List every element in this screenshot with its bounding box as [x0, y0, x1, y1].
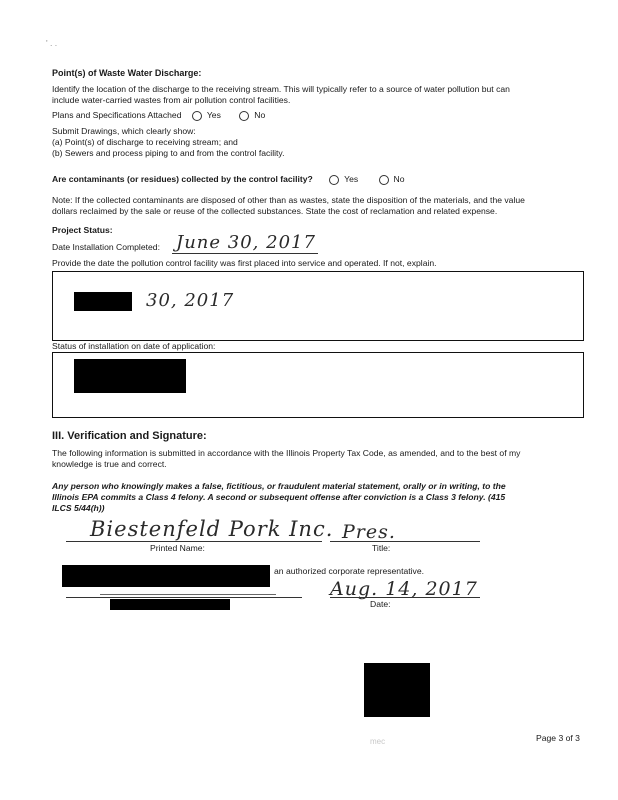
- status-installation-label: Status of installation on date of application:: [52, 341, 216, 351]
- provide-date-text: Provide the date the pollution control facility was first placed into service and operated. If not, explain.: [52, 258, 437, 268]
- plans-row: [52, 110, 265, 121]
- date-installation-value[interactable]: June 30, 2017: [176, 232, 316, 253]
- signature-scribble: [100, 586, 276, 595]
- redaction-block: [62, 565, 270, 587]
- contaminants-yes-label: Yes: [344, 174, 359, 184]
- printed-name-value[interactable]: Biestenfeld Pork Inc.: [90, 517, 334, 541]
- wastewater-text-2: include water-carried wastes from air pollution control facilities.: [52, 95, 291, 105]
- date-installation-label: Date Installation Completed:: [52, 242, 160, 252]
- verification-heading: III. Verification and Signature:: [52, 430, 207, 442]
- redaction-block: [364, 663, 430, 717]
- plans-no-radio[interactable]: [239, 111, 249, 121]
- signature-date-label: Date:: [370, 599, 391, 609]
- date-installation-line: [172, 253, 318, 254]
- submit-drawings: Submit Drawings, which clearly show:: [52, 126, 196, 136]
- plans-yes-radio[interactable]: [192, 111, 202, 121]
- printed-name-label: Printed Name:: [150, 543, 205, 553]
- contaminants-no-label: No: [393, 174, 405, 184]
- signature-date-value[interactable]: Aug. 14, 2017: [330, 578, 478, 600]
- wastewater-text-1: Identify the location of the discharge to the receiving stream. This will typically refer to a source of water pollution but can: [52, 84, 510, 94]
- verification-text-2: knowledge is true and correct.: [52, 459, 167, 469]
- service-date-value: 30, 2017: [146, 290, 235, 311]
- plans-yes-label: Yes: [206, 110, 221, 120]
- plans-label: Plans and Specifications Attached: [52, 110, 182, 120]
- felony-warning-2: Illinois EPA commits a Class 4 felony. A second or subsequent offense after conviction is a Class 3 felony. (415: [52, 492, 506, 502]
- title-label: Title:: [372, 543, 391, 553]
- verification-text-1: The following information is submitted in accordance with the Illinois Property Tax Code, as amended, and to the best of my: [52, 448, 521, 458]
- scan-marks: ' . .: [46, 38, 58, 48]
- signature-date-line: [330, 597, 480, 598]
- title-line: [330, 541, 480, 542]
- title-value[interactable]: Pres.: [342, 521, 396, 543]
- contaminants-note-2: dollars reclaimed by the sale or reuse of the collected substances. State the cost of reclamation and related expense.: [52, 206, 498, 216]
- felony-warning-3: ILCS 5/44(h)): [52, 503, 105, 513]
- submit-item-a: (a) Point(s) of discharge to receiving stream; and: [52, 137, 238, 147]
- submit-item-b: (b) Sewers and process piping to and from the control facility.: [52, 148, 285, 158]
- faint-mark: mec: [370, 737, 386, 746]
- redaction-block: [74, 359, 186, 393]
- authorized-representative-text: an authorized corporate representative.: [274, 566, 425, 576]
- printed-name-line: [66, 541, 322, 542]
- contaminants-yes-radio[interactable]: [329, 175, 339, 185]
- wastewater-heading: Point(s) of Waste Water Discharge:: [52, 68, 202, 78]
- contaminants-note-1: Note: If the collected contaminants are disposed of other than as wastes, state the disposition of the materials, and the value: [52, 195, 525, 205]
- signature-line: [66, 597, 302, 598]
- redaction-block: [110, 599, 230, 610]
- plans-no-label: No: [254, 110, 266, 120]
- project-status-heading: Project Status:: [52, 225, 113, 235]
- page-number: Page 3 of 3: [536, 733, 580, 743]
- redaction-block: [74, 292, 132, 311]
- contaminants-no-radio[interactable]: [379, 175, 389, 185]
- felony-warning-1: Any person who knowingly makes a false, fictitious, or fraudulent material statement, orally or in writing, to the: [52, 481, 506, 491]
- contaminants-question: Are contaminants (or residues) collected by the control facility?: [52, 174, 313, 184]
- contaminants-row: [52, 174, 405, 185]
